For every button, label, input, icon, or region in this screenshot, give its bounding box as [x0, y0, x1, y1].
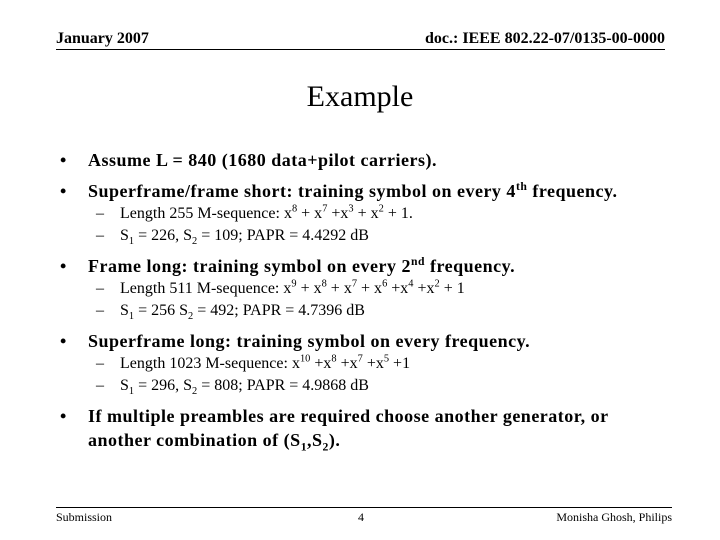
bullet-text: $S_1 = 296$, $S_2 = 808$; PAPR = 4.9868 dB [120, 377, 369, 398]
bullet-item [56, 179, 665, 203]
dash-marker: – [96, 205, 104, 222]
bullet-text: $S_1 = 226$, $S_2 = 109$; PAPR = 4.4292 dB [120, 227, 369, 248]
dash-marker: – [96, 280, 104, 297]
dash-marker: – [96, 227, 104, 244]
footer-submission: Submission [56, 510, 113, 524]
header-doc-id: doc.: IEEE 802.22-07/0135-00-0000 [425, 30, 665, 47]
bullet-text: If multiple preambles are required choose another generator, or another combination of $(S_1,S_2)$. [88, 406, 609, 454]
bullet-marker: • [60, 181, 67, 201]
header-divider [56, 49, 665, 50]
page-number: 4 [358, 510, 364, 524]
bullet-marker: • [60, 150, 67, 170]
bullet-item [56, 329, 665, 353]
bullet-item [56, 404, 665, 452]
bullet-item [56, 148, 665, 172]
bullet-item [56, 254, 665, 278]
bullet-marker: • [60, 406, 67, 426]
bullet-text: Superframe/frame short: training symbol on every 4th frequency. [88, 180, 618, 201]
sub-bullet-item [56, 300, 665, 322]
dash-marker: – [96, 302, 104, 319]
dash-marker: – [96, 377, 104, 394]
dash-marker: – [96, 355, 104, 372]
bullet-text: Length 511 M-sequence: $x^9 + x^8 + x^7 + x^6 +x^4 +x^2 + 1$ [120, 278, 465, 297]
bullet-marker: • [60, 256, 67, 276]
sub-bullet-item [56, 353, 665, 375]
bullet-text: Frame long: training symbol on every 2nd frequency. [88, 255, 516, 276]
bullet-text: Assume L = 840 (1680 data+pilot carriers). [88, 150, 437, 170]
footer-author: Monisha Ghosh, Philips [556, 510, 672, 524]
bullet-list [56, 148, 665, 452]
bullet-text: $S_1 = 256$ $S_2 = 492$; PAPR = 4.7396 dB [120, 302, 365, 323]
sub-bullet-item [56, 203, 665, 225]
bullet-text: Length 1023 M-sequence: $x^{10} +x^8 +x^7 +x^5 +1$ [120, 353, 411, 372]
bullet-text: Length 255 M-sequence: $x^8 + x^7 +x^3 + x^2 + 1$. [120, 203, 413, 222]
bullet-text: Superframe long: training symbol on every frequency. [88, 331, 531, 351]
bullet-marker: • [60, 331, 67, 351]
sub-bullet-item [56, 278, 665, 300]
footer-divider [56, 507, 672, 508]
sub-bullet-item [56, 225, 665, 247]
slide-title: Example [306, 80, 414, 113]
sub-bullet-item [56, 375, 665, 397]
header-date: January 2007 [56, 30, 149, 47]
